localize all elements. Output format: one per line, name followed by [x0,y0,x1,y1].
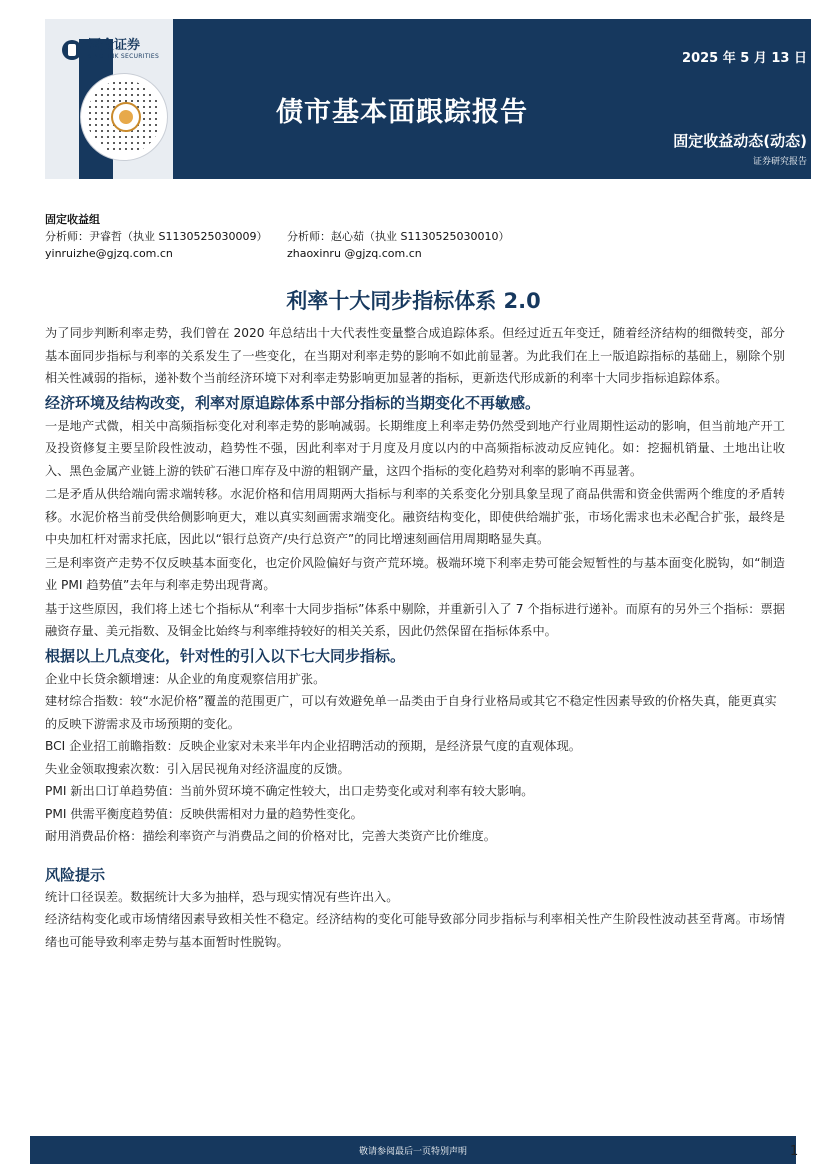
page-footer [30,1136,799,1164]
indicator-item: 建材综合指数：较“水泥价格”覆盖的范围更广，可以有效避免单一品类由于自身行业格局或其它不稳定性因素导致的价格失真，能更真实的反映下游需求及市场预期的变化。 [45,694,777,731]
qr-code-center-logo [111,102,141,132]
team-name: 固定收益组 [45,213,100,226]
analyst-2: 分析师：赵心茹（执业 S1130525030010） [287,230,510,243]
report-type: 证券研究报告 [752,157,807,167]
risk-heading: 风险提示 [45,865,106,884]
section-heading-1: 经济环境及结构改变，利率对原追踪体系中部分指标的当期变化不再敏感。 [45,393,541,412]
section-heading-2: 根据以上几点变化，针对性的引入以下七大同步指标。 [45,646,406,665]
brand-name-en: SINOLINK SECURITIES [88,53,160,60]
page-number: 1 [790,1144,799,1159]
report-category: 固定收益动态(动态) [673,132,807,150]
indicator-item: 耐用消费品价格：描绘利率资产与消费品之间的价格对比，完善大类资产比价维度。 [45,829,496,843]
intro-paragraph: 为了同步判断利率走势，我们曾在 2020 年总结出十大代表性变量整合成追踪体系。但经过近五年变迁，随着经济结构的细微转变，部分基本面同步指标与利率的关系发生了一些变化，在当期对利率走势的影响不如此前显著。为此我们在上一版追踪指标的基础上，剔除个别相关性减弱的指标，递补数个当前经济环境下对利率走势影响更加显著的指标，更新迭代形成新的利率十大同步指标追踪体系。 [45,326,785,385]
paragraph-replacement: 基于这些原因，我们将上述七个指标从“利率十大同步指标”体系中剔除，并重新引入了 7 个指标进行递补。而原有的另外三个指标：票据融资存量、美元指数、及铜金比始终与利率维持较好的相关关系，因此仍然保留在指标体系中。 [45,601,785,638]
paragraph-risk-appetite: 三是利率资产走势不仅反映基本面变化，也定价风险偏好与资产荒环境。极端环境下利率走势可能会短暂性的与基本面变化脱钩，如“制造业 PMI 趋势值”去年与利率走势出现背离。 [45,555,785,592]
brand-logo-icon [62,40,82,60]
indicator-item: PMI 新出口订单趋势值：当前外贸环境不确定性较大，出口走势变化或对利率有较大影响。 [45,784,534,798]
article-body [45,322,785,954]
qr-code-image [80,73,168,161]
analyst-2-email[interactable]: zhaoxinru @gjzq.com.cn [287,247,422,260]
report-date: 2025 年 5 月 13 日 [682,51,807,66]
risk-item: 统计口径误差。数据统计大多为抽样，恐与现实情况有些许出入。 [45,889,399,904]
article-title: 利率十大同步指标体系 2.0 [286,289,541,313]
indicator-item: PMI 供需平衡度趋势值：反映供需相对力量的趋势性变化。 [45,806,363,821]
indicator-item: 失业金领取搜索次数：引入居民视角对经济温度的反馈。 [45,761,350,776]
paragraph-demand-shift: 二是矛盾从供给端向需求端转移。水泥价格和信用周期两大指标与利率的关系变化分别具象呈现了商品供需和资金供需两个维度的矛盾转移。水泥价格当前受供给侧影响更大，难以真实刻画需求端变化。融资结构变化，即使供给端扩张，市场化需求也未必配合扩张，最终是中央加杠杆对需求托底，因此以“银行总资产/央行总资产”的同比增速刻画信用周期略显失真。 [45,487,785,546]
indicator-item: 企业中长贷余额增速：从企业的角度观察信用扩张。 [45,671,326,686]
footer-disclaimer[interactable]: 敬请参阅最后一页特别声明 [358,1147,467,1157]
author-block [45,211,509,262]
analyst-1: 分析师：尹睿哲（执业 S1130525030009） [45,230,268,243]
paragraph-real-estate: 一是地产式微，相关中高频指标变化对利率走势的影响减弱。长期维度上利率走势仍然受到地产行业周期性运动的影响，但当前地产开工及投资修复主要呈阶段性波动，趋势性不强，因此利率对于月度及月度以内的中高频指标波动反应钝化。如：挖掘机销量、土地出让收入、黑色金属产业链上游的铁矿石港口库存及中游的粗钢产量，这四个指标的变化趋势对利率的影响不再显著。 [45,418,785,478]
brand-logo [62,39,159,60]
risk-item: 经济结构变化或市场情绪因素导致相关性不稳定。经济结构的变化可能导致部分同步指标与利率相关性产生阶段性波动甚至背离。市场情绪也可能导致利率走势与基本面暂时性脱钩。 [45,912,785,949]
report-series-title: 债市基本面跟踪报告 [276,97,528,128]
analyst-1-email[interactable]: yinruizhe@gjzq.com.cn [45,247,173,260]
brand-name-cn: 国金证券 [88,38,141,53]
indicator-item: BCI 企业招工前瞻指数：反映企业家对未来半年内企业招聘活动的预期，是经济景气度的直观体现。 [45,739,581,753]
